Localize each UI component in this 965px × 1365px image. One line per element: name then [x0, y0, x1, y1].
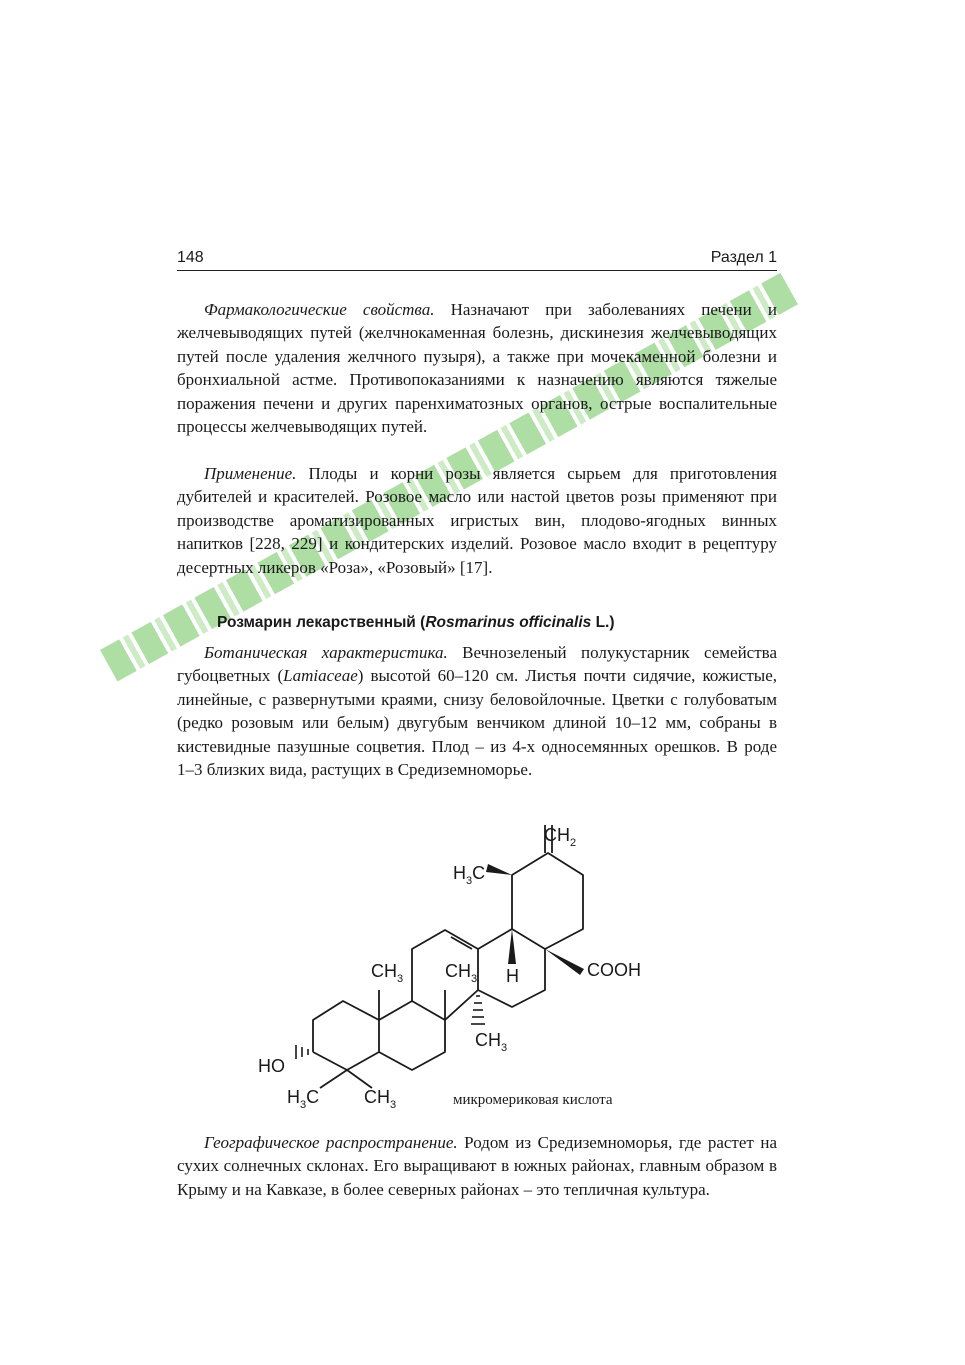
label-ch2: $CH_2$ — [544, 825, 577, 849]
species-heading — [217, 614, 615, 632]
hashed-bond-oh — [296, 1045, 308, 1059]
gem-methyl-bond-2 — [347, 1070, 372, 1088]
page-number: 148 — [177, 249, 204, 266]
label-ch3-b: $CH_3$ — [445, 961, 478, 985]
application-paragraph — [177, 462, 777, 579]
heading-prefix: Розмарин лекарственный ( — [217, 614, 426, 631]
chemical-structure — [250, 820, 670, 1120]
botany-label: Ботаническая характеристика. — [204, 643, 448, 662]
ring-a — [313, 1001, 379, 1070]
section-title: Раздел 1 — [710, 249, 777, 266]
gem-methyl-bond-1 — [320, 1070, 347, 1088]
heading-latin-name: Rosmarinus officinalis — [425, 614, 592, 631]
geography-text: Родом из Средиземноморья, где растет на сухих солнечных склонах. Его выращивают в южных районах, главным образом в Крыму и на Кавказе, в более северных районах – это тепличная культура. — [177, 1133, 777, 1199]
header-rule — [177, 270, 777, 271]
wedge-h — [508, 929, 516, 964]
geography-label: Географическое распространение. — [204, 1133, 458, 1152]
geography-paragraph — [177, 1131, 777, 1201]
structure-caption: микромериковая кислота — [453, 1092, 613, 1108]
ring-b — [379, 1001, 445, 1070]
hashed-bond-methyl — [471, 996, 485, 1024]
label-h3c-top: $H_3C$ — [453, 863, 486, 887]
label-ho: HO — [258, 1056, 285, 1076]
pharmacology-text: Назначают при заболеваниях печени и желчевыводящих путей (желчнокаменная болезнь, дискинезия желчевыводящих путей после удаления желчного пузыря), а также при мочекаменной болезни и бронхиальной астме. Противопоказаниями к назначению являются тяжелые поражения печени и других паренхиматозных органов, острые воспалительные процессы желчевыводящих путей. — [177, 300, 777, 437]
application-label: Применение. — [204, 464, 297, 483]
wedge-methyl-top — [486, 864, 512, 875]
botany-text-2: ) высотой 60–120 см. Листья почти сидячие, кожистые, линейные, с развернутыми краями, снизу беловойлочные. Цветки с голубоватым (редко розовым или белым) двугубым венчиком длиной 10–12 мм, собраны в кистевидные пазушные соцветия. Плод – из 4-х односемянных орешков. В роде 1–3 близких вида, растущих в Средиземноморье. — [177, 666, 778, 780]
label-ch3-c: $CH_3$ — [475, 1030, 508, 1054]
label-ch3-d: $CH_3$ — [364, 1087, 397, 1111]
pharmacology-paragraph — [177, 298, 777, 438]
label-ch3-a: $CH_3$ — [371, 961, 404, 985]
label-cooh: COOH — [587, 960, 641, 980]
application-text: Плоды и корни розы является сырьем для приготовления дубителей и красителей. Розовое масло или настой цветов розы применяют при производстве ароматизированных игристых вин, плодово-ягодных винных напитков [228, 229] и кондитерских изделий. Розовое масло входит в рецептуру десертных ликеров «Роза», «Розовый» [17]. — [177, 464, 777, 577]
page-header — [177, 247, 777, 273]
heading-suffix: L.) — [591, 614, 615, 631]
botany-family: Lamiaceae — [283, 666, 358, 686]
pharmacology-label: Фармакологические свойства. — [204, 300, 435, 319]
botany-text-1: Вечнозеленый полукустарник семейства губоцветных ( — [177, 643, 777, 686]
label-h: H — [506, 966, 519, 986]
label-h3c-bottom: $H_3C$ — [287, 1087, 320, 1111]
wedge-cooh — [545, 949, 584, 975]
botany-paragraph — [177, 641, 777, 781]
